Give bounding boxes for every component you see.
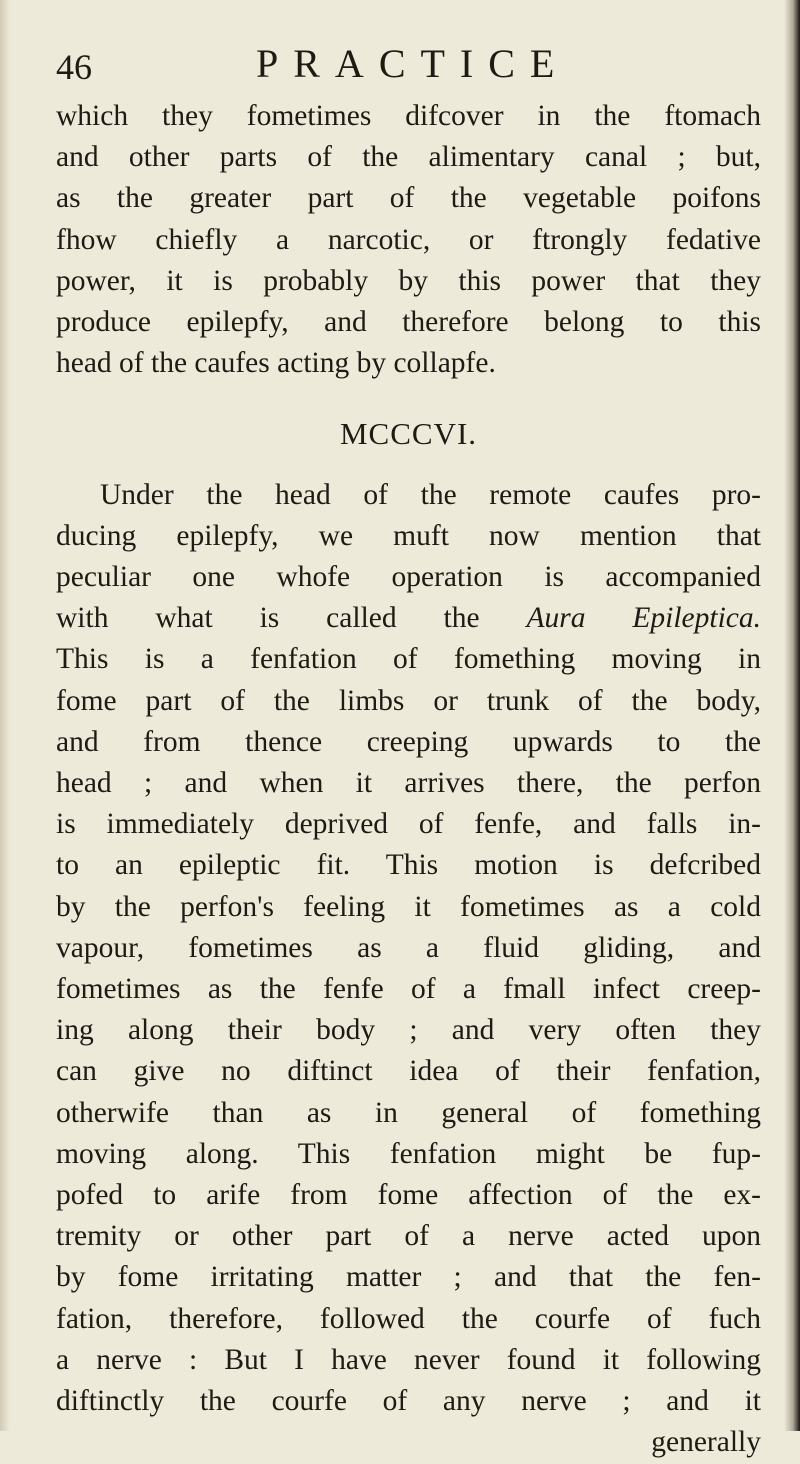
- text-line: vapour, fometimes as a fluid gliding, and: [56, 931, 761, 964]
- text-line: tremity or other part of a nerve acted upon: [56, 1220, 761, 1253]
- running-head: PRACTICE: [256, 41, 570, 86]
- text-segment: with what is called the: [56, 602, 527, 635]
- text-line: head ; and when it arrives there, the perfon: [56, 767, 761, 800]
- text-line: produce epilepfy, and therefore belong to this: [56, 306, 761, 339]
- page-left-shade: [0, 0, 10, 1431]
- text-line: fation, therefore, followed the courfe of fuch: [56, 1302, 761, 1335]
- text-line: to an epileptic fit. This motion is defcribed: [56, 849, 761, 882]
- text-line: a nerve : But I have never found it following: [56, 1343, 761, 1376]
- text-line: is immediately deprived of fenfe, and falls in-: [56, 808, 761, 841]
- text-line: can give no diftinct idea of their fenfation,: [56, 1055, 761, 1088]
- text-line: ing along their body ; and very often they: [56, 1014, 761, 1047]
- text-line: as the greater part of the vegetable poifons: [56, 182, 761, 215]
- text-line: diftinctly the courfe of any nerve ; and it: [56, 1385, 761, 1418]
- text-line: which they fometimes difcover in the ftomach: [56, 100, 761, 132]
- section-heading: MCCCVI.: [339, 416, 478, 452]
- text-line: by the perfon's feeling it fometimes as a cold: [56, 890, 761, 923]
- text-line: [56, 598, 761, 639]
- page-edge-shadow: [784, 0, 800, 1431]
- text-line: ducing epilepfy, we muft now mention that: [56, 519, 761, 552]
- page-header: [56, 40, 736, 100]
- text-line: Under the head of the remote caufes pro-: [100, 478, 761, 511]
- text-line: fome part of the limbs or trunk of the body,: [56, 684, 761, 717]
- text-line: peculiar one whofe operation is accompanied: [56, 561, 761, 594]
- text-line: This is a fenfation of fomething moving in: [56, 643, 761, 676]
- text-line: fometimes as the fenfe of a fmall infect creep-: [56, 973, 761, 1006]
- text-line: head of the caufes acting by collapfe.: [56, 347, 496, 380]
- text-line: and from thence creeping upwards to the: [56, 725, 761, 758]
- text-line: moving along. This fenfation might be fup-: [56, 1137, 761, 1170]
- text-line: pofed to arife from fome affection of the ex-: [56, 1179, 761, 1212]
- page-body: [56, 96, 761, 1464]
- paragraph-1: [56, 96, 761, 384]
- italic-term: Aura Epileptica.: [526, 602, 761, 635]
- text-line: fhow chiefly a narcotic, or ftrongly fedative: [56, 223, 761, 256]
- text-line: and other parts of the alimentary canal ; but,: [56, 141, 761, 174]
- text-line: otherwife than as in general of fomething: [56, 1096, 761, 1129]
- paragraph-2: [56, 475, 761, 1464]
- page-number: 46: [56, 47, 92, 87]
- catchword: generally: [651, 1426, 761, 1459]
- text-line: by fome irritating matter ; and that the fen-: [56, 1261, 761, 1294]
- text-line: power, it is probably by this power that they: [56, 264, 761, 297]
